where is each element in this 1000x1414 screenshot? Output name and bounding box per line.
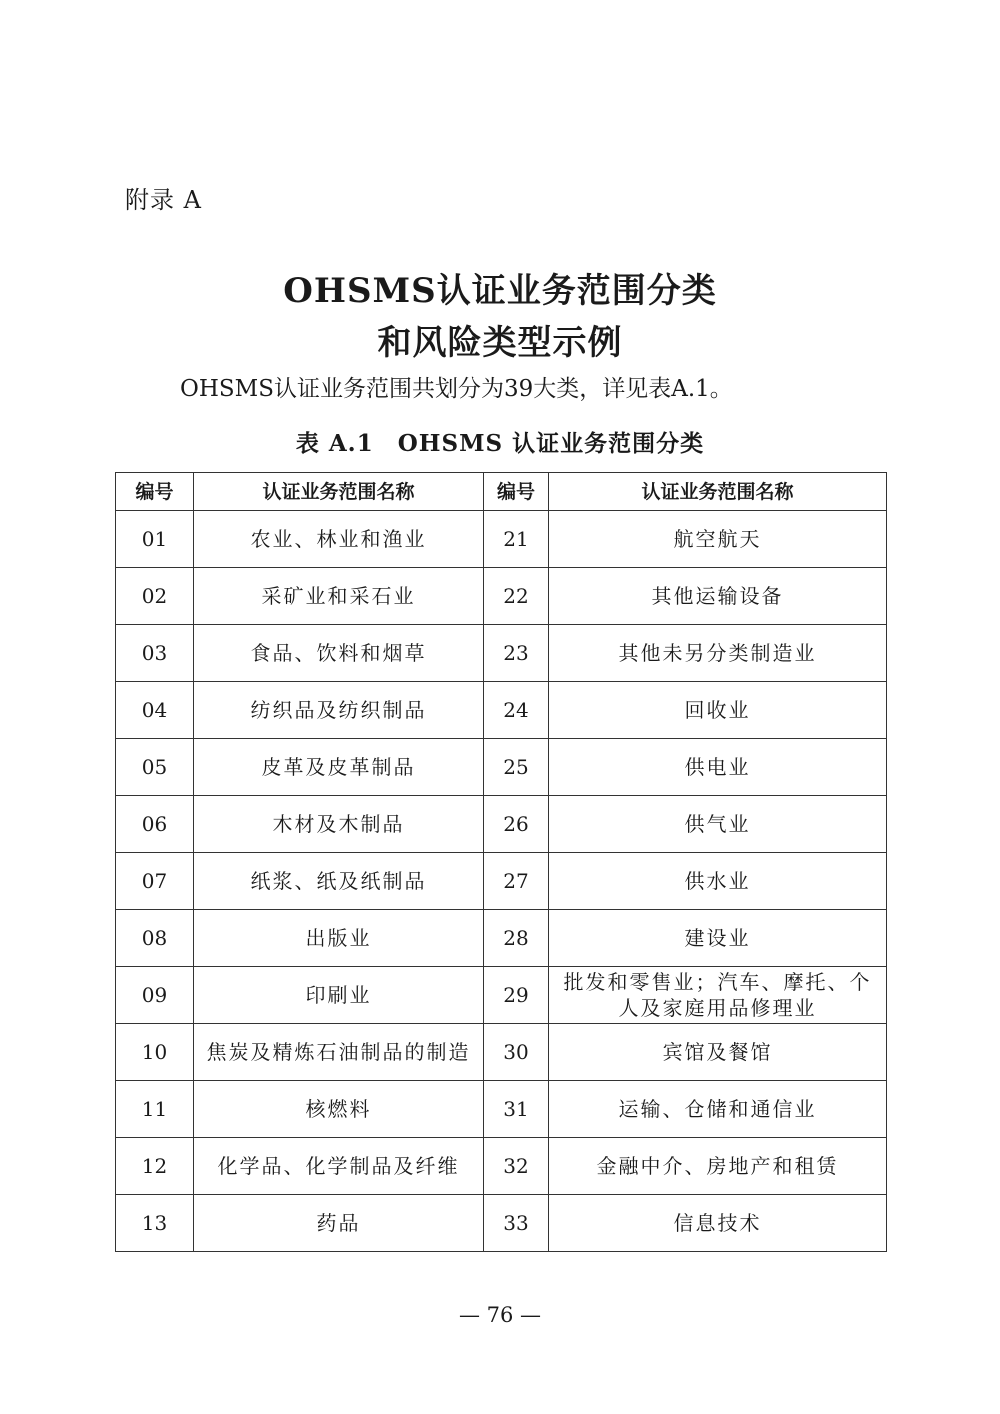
row-name-left: 出版业	[194, 910, 484, 967]
row-number-left: 12	[116, 1138, 194, 1195]
row-name-left: 食品、饮料和烟草	[194, 625, 484, 682]
row-name-right: 其他未另分类制造业	[549, 625, 887, 682]
row-name-left: 核燃料	[194, 1081, 484, 1138]
row-number-left: 10	[116, 1024, 194, 1081]
row-name-right: 回收业	[549, 682, 887, 739]
row-name-right: 建设业	[549, 910, 887, 967]
table-row	[116, 796, 887, 853]
row-number-left: 09	[116, 967, 194, 1024]
row-name-right: 运输、仓储和通信业	[549, 1081, 887, 1138]
table-row	[116, 568, 887, 625]
row-name-left: 纸浆、纸及纸制品	[194, 853, 484, 910]
row-name-left: 皮革及皮革制品	[194, 739, 484, 796]
row-number-right: 23	[484, 625, 549, 682]
table-row	[116, 1138, 887, 1195]
header-name-left: 认证业务范围名称	[194, 473, 484, 511]
row-name-left: 焦炭及精炼石油制品的制造	[194, 1024, 484, 1081]
table-header-row	[116, 473, 887, 511]
row-name-right: 其他运输设备	[549, 568, 887, 625]
row-number-left: 05	[116, 739, 194, 796]
header-name-right: 认证业务范围名称	[549, 473, 887, 511]
row-number-left: 07	[116, 853, 194, 910]
row-number-right: 30	[484, 1024, 549, 1081]
table-caption: 表 A.1 OHSMS 认证业务范围分类	[295, 430, 705, 457]
row-name-right: 金融中介、房地产和租赁	[549, 1138, 887, 1195]
page-number: — 76 —	[458, 1303, 542, 1327]
row-name-left: 木材及木制品	[194, 796, 484, 853]
row-number-right: 21	[484, 511, 549, 568]
document-title-line-2: 和风险类型示例	[377, 323, 623, 363]
appendix-label: 附录 A	[125, 186, 202, 214]
row-name-right: 供电业	[549, 739, 887, 796]
table-row	[116, 910, 887, 967]
row-number-right: 29	[484, 967, 549, 1024]
header-number-right: 编号	[484, 473, 549, 511]
header-number-left: 编号	[116, 473, 194, 511]
row-number-right: 24	[484, 682, 549, 739]
row-name-right: 航空航天	[549, 511, 887, 568]
row-number-left: 08	[116, 910, 194, 967]
intro-paragraph: OHSMS认证业务范围共划分为39大类，详见表A.1。	[180, 376, 733, 402]
row-number-left: 04	[116, 682, 194, 739]
row-name-left: 采矿业和采石业	[194, 568, 484, 625]
document-title-line-1: OHSMS认证业务范围分类	[283, 271, 717, 311]
table-row	[116, 1081, 887, 1138]
row-number-left: 06	[116, 796, 194, 853]
row-name-right: 信息技术	[549, 1195, 887, 1252]
table-row	[116, 682, 887, 739]
row-name-left: 纺织品及纺织制品	[194, 682, 484, 739]
table-row	[116, 625, 887, 682]
row-number-left: 11	[116, 1081, 194, 1138]
row-name-left: 化学品、化学制品及纤维	[194, 1138, 484, 1195]
row-name-left: 农业、林业和渔业	[194, 511, 484, 568]
row-number-left: 13	[116, 1195, 194, 1252]
row-name-right: 批发和零售业；汽车、摩托、个人及家庭用品修理业	[549, 967, 887, 1024]
row-number-left: 02	[116, 568, 194, 625]
row-name-left: 药品	[194, 1195, 484, 1252]
row-name-left: 印刷业	[194, 967, 484, 1024]
row-number-right: 28	[484, 910, 549, 967]
scope-table	[115, 472, 887, 1252]
table-row	[116, 511, 887, 568]
row-number-right: 32	[484, 1138, 549, 1195]
table-row	[116, 967, 887, 1024]
row-name-right: 宾馆及餐馆	[549, 1024, 887, 1081]
table-row	[116, 1024, 887, 1081]
row-number-right: 33	[484, 1195, 549, 1252]
row-name-right: 供水业	[549, 853, 887, 910]
row-number-right: 22	[484, 568, 549, 625]
table-row	[116, 853, 887, 910]
table-row	[116, 739, 887, 796]
row-number-left: 01	[116, 511, 194, 568]
row-number-right: 26	[484, 796, 549, 853]
row-number-right: 25	[484, 739, 549, 796]
row-number-right: 31	[484, 1081, 549, 1138]
row-number-right: 27	[484, 853, 549, 910]
row-name-right: 供气业	[549, 796, 887, 853]
table-row	[116, 1195, 887, 1252]
row-number-left: 03	[116, 625, 194, 682]
